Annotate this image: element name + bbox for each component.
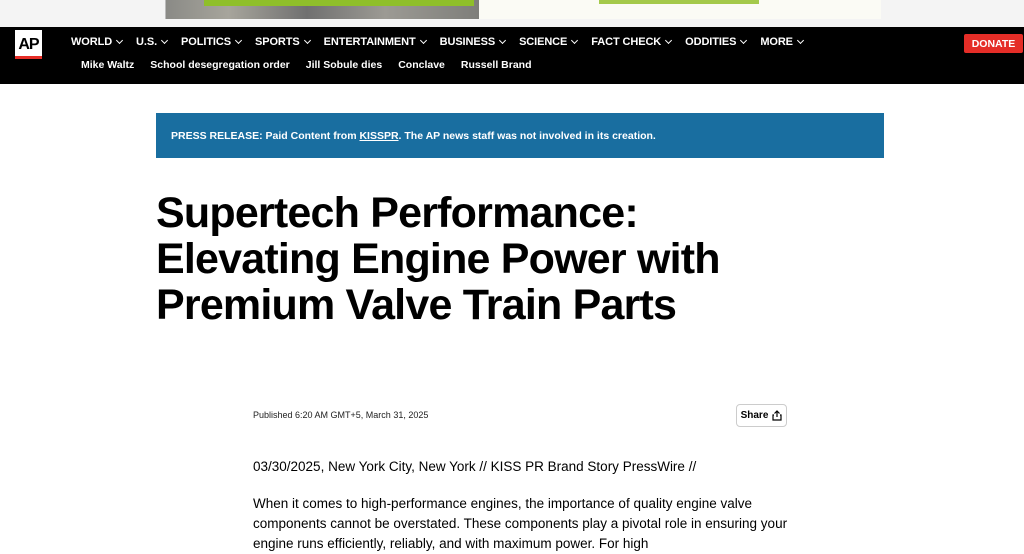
logo-text: AP <box>18 35 39 53</box>
chevron-down-icon <box>740 37 747 44</box>
nav-label: SPORTS <box>254 36 300 48</box>
chevron-down-icon <box>499 37 506 44</box>
chevron-down-icon <box>420 37 427 44</box>
ad-strip <box>0 0 1024 27</box>
nav-item-entertainment[interactable] <box>324 36 426 48</box>
trending-link[interactable]: School desegregation order <box>150 59 290 71</box>
nav-item-fact-check[interactable] <box>591 36 671 48</box>
trending-link[interactable]: Conclave <box>398 59 445 71</box>
press-release-disclaimer: . The AP news staff was not involved in its creation. <box>398 129 656 142</box>
article-paragraph: When it comes to high-performance engines, the importance of quality engine valve components cannot be overstated. These components play a pivotal role in ensuring your engine runs efficiently, reliably, and with maximum power. For high <box>253 496 788 551</box>
main-menu <box>71 36 817 48</box>
share-label: Share <box>740 410 769 421</box>
press-release-notice <box>156 113 884 158</box>
ad-line <box>599 0 759 4</box>
published-timestamp: Published 6:20 AM GMT+5, March 31, 2025 <box>253 410 429 420</box>
nav-item-us[interactable] <box>136 36 167 48</box>
kisspr-link[interactable]: KISSPR <box>359 129 399 142</box>
nav-item-sports[interactable] <box>255 36 310 48</box>
chevron-down-icon <box>665 37 672 44</box>
nav-item-politics[interactable] <box>181 36 241 48</box>
nav-label: BUSINESS <box>439 36 496 48</box>
chevron-down-icon <box>304 37 311 44</box>
trending-link[interactable]: Mike Waltz <box>81 59 135 71</box>
trending-topics <box>81 59 548 71</box>
ad-panel <box>479 0 881 19</box>
donate-button[interactable]: DONATE <box>964 34 1023 53</box>
nav-label: SCIENCE <box>519 36 568 48</box>
logo-underline <box>15 56 42 59</box>
nav-label: ENTERTAINMENT <box>323 36 416 48</box>
chevron-down-icon <box>161 37 168 44</box>
nav-item-oddities[interactable] <box>685 36 746 48</box>
nav-label: MORE <box>760 36 793 48</box>
ad-image <box>166 0 479 19</box>
share-button[interactable] <box>736 404 787 427</box>
chevron-down-icon <box>116 37 123 44</box>
trending-link[interactable]: Jill Sobule dies <box>305 59 383 71</box>
nav-item-more[interactable] <box>760 36 803 48</box>
nav-label: FACT CHECK <box>591 36 662 48</box>
top-navigation <box>0 27 1024 84</box>
nav-label: ODDITIES <box>685 36 737 48</box>
nav-label: U.S. <box>136 36 158 48</box>
article-dateline: 03/30/2025, New York City, New York // KISS PR Brand Story PressWire // <box>253 459 697 474</box>
nav-label: POLITICS <box>181 36 231 48</box>
press-release-label: PRESS RELEASE: <box>171 129 263 142</box>
press-release-text: Paid Content from <box>262 129 360 142</box>
advertisement-banner[interactable] <box>165 0 880 19</box>
chevron-down-icon <box>797 37 804 44</box>
nav-item-science[interactable] <box>519 36 577 48</box>
article-headline: Supertech Performance: Elevating Engine Power with Premium Valve Train Parts <box>156 189 720 329</box>
nav-item-world[interactable] <box>71 36 122 48</box>
chevron-down-icon <box>571 37 578 44</box>
share-icon <box>772 410 782 421</box>
ad-accent <box>204 0 474 6</box>
ap-logo[interactable] <box>15 30 42 59</box>
nav-label: WORLD <box>71 36 113 48</box>
nav-item-business[interactable] <box>440 36 505 48</box>
trending-link[interactable]: Russell Brand <box>460 59 532 71</box>
chevron-down-icon <box>235 37 242 44</box>
